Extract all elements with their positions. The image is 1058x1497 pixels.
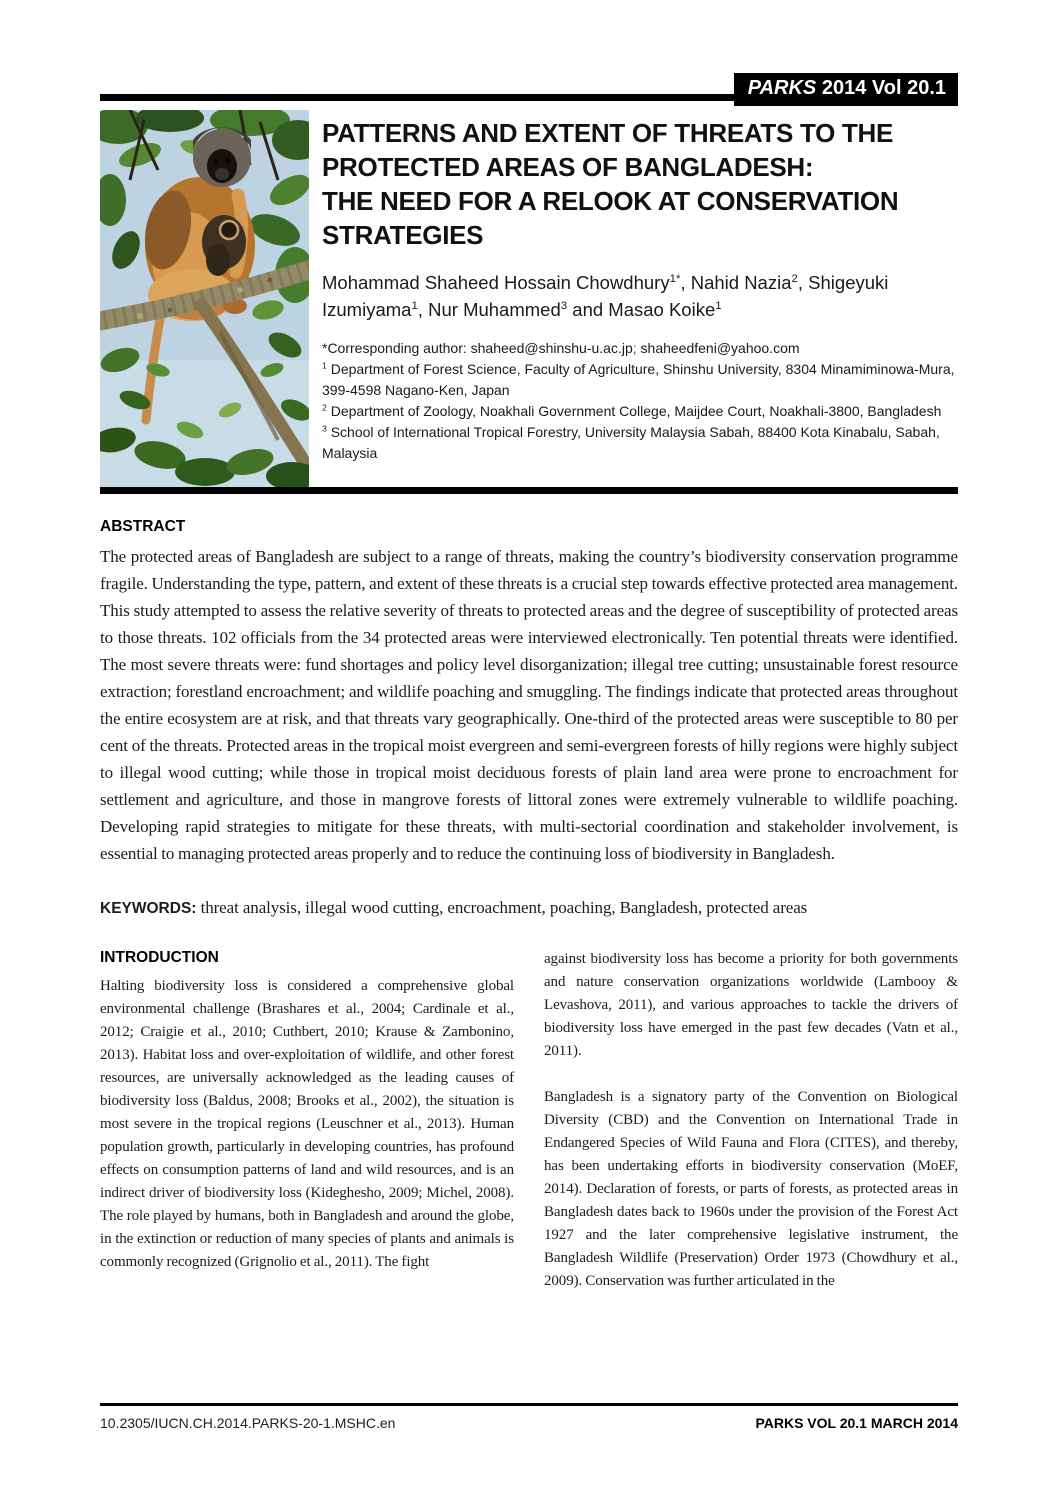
text-fragment: and Masao Koike <box>567 299 716 320</box>
superscript: 1* <box>669 272 681 285</box>
intro-paragraph: Bangladesh is a signatory party of the Convention on Biological Diversity (CBD) and the Convention on International Trade in Endangered Species of Wild Fauna and Flora (CITES), and thereby, has been undertaking efforts in biodiversity conservation (MoEF, 2014). Declaration of forests, or parts of forests, as protected areas in Bangladesh dates back to 1960s under the provision of the Forest Act 1927 and the later comprehensive legislative instrument, the Bangladesh Wildlife (Preservation) Order 1973 (Chowdhury et al., 2009). Conservation was further articulated in the <box>544 1089 958 1289</box>
text-fragment: , Nahid Nazia <box>680 272 792 293</box>
article-body <box>100 517 958 1293</box>
email-link-fragment[interactable]: ; <box>632 340 637 356</box>
abstract-text: The protected areas of Bangladesh are subject to a range of threats, making the country’s biodiversity conservation programme fragile. Understanding the type, pattern, and extent of these threats is a crucial step towards effective protected area management. This study attempted to assess the relative severity of threats to protected areas and the degree of susceptibility of protected areas to those threats. 102 officials from the 34 protected areas were interviewed electronically. Ten potential threats were identified. The most severe threats were: fund shortages and policy level disorganization; illegal tree cutting; unsustainable forest resource extraction; forestland encroachment; and wildlife poaching and smuggling. The findings indicate that protected areas throughout the entire ecosystem are at risk, and that threats vary geographically. One-third of the protected areas were susceptible to 80 per cent of the threats. Protected areas in the tropical moist evergreen and semi-evergreen forests of hilly regions were highly subject to illegal wood cutting; while those in tropical moist deciduous forests of plain land area were prone to encroachment for settlement and agriculture, and those in mangrove forests of littoral zones were extremely vulnerable to wildlife poaching. Developing rapid strategies to mitigate for these threats, with multi-sectorial coordination and stakeholder involvement, is essential to managing protected areas properly and to reduce the continuing loss of biodiversity in Bangladesh. <box>100 547 958 863</box>
title-block <box>322 110 958 487</box>
keywords-label: KEYWORDS: <box>100 900 197 917</box>
superscript: 3 <box>322 423 327 434</box>
title-line: STRATEGIES <box>322 220 484 250</box>
page-footer <box>100 1403 958 1431</box>
keywords-text: threat analysis, illegal wood cutting, encroachment, poaching, Bangladesh, protected areas <box>196 898 808 917</box>
text-fragment: , Shigeyuki Izumiyama <box>322 272 889 320</box>
superscript: 2 <box>791 272 798 285</box>
text-fragment: 2014 Vol 20.1 <box>816 77 946 99</box>
superscript: 3 <box>560 299 568 312</box>
affiliations <box>322 338 958 464</box>
title-line: THE NEED FOR A RELOOK AT CONSERVATION <box>322 186 899 216</box>
text-fragment: Department of Forest Science, Faculty of Agriculture, Shinshu University, 8304 Minamiminowa-Mura, 399-4598 Nagano-Ken, Japan <box>322 361 955 398</box>
text-fragment: *Corresponding author: shaheed@shinshu-u.ac.jp <box>322 340 633 356</box>
affiliation-line <box>322 359 958 401</box>
intro-right-column <box>544 948 958 1293</box>
affiliation-line <box>322 422 958 464</box>
intro-paragraph: Halting biodiversity loss is considered a comprehensive global environmental challenge (Brashares et al., 2004; Cardinale et al., 2012; Craigie et al., 2010; Cuthbert, 2010; Krause & Zambonino, 2013). Habitat loss and over-exploitation of wildlife, and other forest resources, are universally acknowledged as the leading causes of biodiversity loss (Baldus, 2008; Brooks et al., 2002), the situation is most severe in the tropical regions (Leuschner et al., 2013). Human population growth, particularly in developing countries, has profound effects on consumption patterns of land and wild resources, and is an indirect driver of biodiversity loss (Kideghesho, 2009; Michel, 2008). The role played by humans, both in Bangladesh and around the globe, in the extinction or reduction of many species of plants and animals is commonly recognized (Grignolio et al., 2011). The fight <box>100 978 514 1270</box>
introduction-section <box>100 948 958 1293</box>
authors-line <box>322 269 958 323</box>
text-fragment: shaheedfeni@yahoo.com <box>636 340 800 356</box>
article-title <box>322 116 958 252</box>
superscript: 1 <box>322 360 327 371</box>
italic-text: PARKS <box>747 77 817 99</box>
title-line: PROTECTED AREAS OF BANGLADESH: <box>322 152 814 182</box>
abstract-heading: ABSTRACT <box>100 518 186 535</box>
text-fragment: Department of Zoology, Noakhali Government College, Maijdee Court, Noakhali-3800, Bangladesh <box>326 403 942 419</box>
intro-paragraph: against biodiversity loss has become a priority for both governments and nature conservation organizations worldwide (Lambooy & Levashova, 2011), and various approaches to tackle the drivers of biodiversity loss have emerged in the past few decades (Vatn et al., 2011). <box>544 951 958 1059</box>
introduction-heading: INTRODUCTION <box>100 949 219 966</box>
affiliation-line <box>322 401 958 422</box>
abstract-section <box>100 517 958 867</box>
title-line: PATTERNS AND EXTENT OF THREATS TO THE <box>322 118 894 148</box>
corresponding-author-line <box>322 338 958 359</box>
text-fragment: , Nur Muhammed <box>417 299 561 320</box>
monkey-photo <box>100 110 309 487</box>
superscript: 1 <box>411 299 418 312</box>
footer-journal-ref: PARKS VOL 20.1 MARCH 2014 <box>755 1415 958 1431</box>
intro-left-column <box>100 948 514 1293</box>
footer-doi: 10.2305/IUCN.CH.2014.PARKS-20-1.MSHC.en <box>100 1415 396 1431</box>
superscript: 1 <box>715 299 722 312</box>
journal-badge <box>734 73 958 106</box>
masthead <box>100 73 958 106</box>
text-fragment: Mohammad Shaheed Hossain Chowdhury <box>322 272 670 293</box>
superscript: 2 <box>322 402 327 413</box>
keywords-line <box>100 896 958 921</box>
article-header <box>100 110 958 494</box>
text-fragment: School of International Tropical Forestry, University Malaysia Sabah, 88400 Kota Kinabalu, Sabah, Malaysia <box>322 424 940 461</box>
